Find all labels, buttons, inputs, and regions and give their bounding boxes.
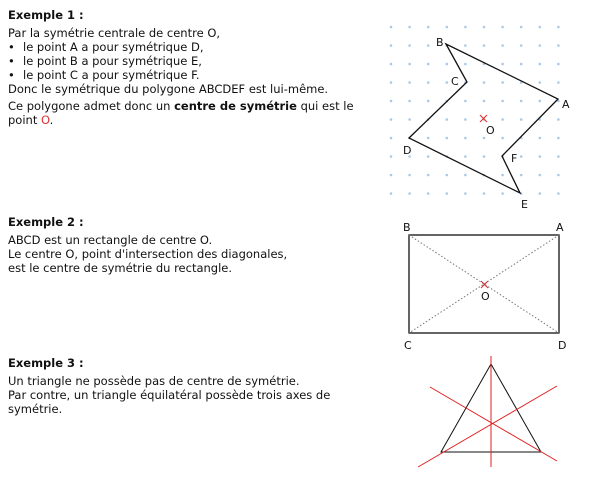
label-o: O xyxy=(486,124,495,137)
bullet-icon: • xyxy=(8,40,15,54)
bullet-item: • le point B a pour symétrique E, xyxy=(8,54,202,68)
label-d: D xyxy=(403,144,412,157)
bullet-item: • le point A a pour symétrique D, xyxy=(8,40,204,54)
example-1-intro: Par la symétrie centrale de centre O, xyxy=(8,26,221,40)
example-1-conclusion: Donc le symétrique du polygone ABCDEF est lui-même. xyxy=(8,82,329,96)
bullet-item: • le point C a pour symétrique F. xyxy=(8,68,200,82)
example-1-heading: Exemple 1 : xyxy=(8,8,84,22)
point-o-label: O xyxy=(40,113,50,127)
symmetry-axis-right xyxy=(418,386,557,467)
label-d: D xyxy=(558,339,567,352)
example-2-heading: Exemple 2 : xyxy=(8,215,84,229)
example-2-line: ABCD est un rectangle de centre O. xyxy=(8,233,213,247)
label-b: B xyxy=(403,221,411,234)
label-f: F xyxy=(511,152,518,165)
bullet-icon: • xyxy=(8,68,15,82)
label-c: C xyxy=(451,75,459,88)
label-o: O xyxy=(481,290,490,303)
label-e: E xyxy=(521,198,528,211)
label-c: C xyxy=(404,339,412,352)
example-3-line: symétrie. xyxy=(8,402,63,416)
example-1-point-o: point O. xyxy=(8,113,54,127)
label-b: B xyxy=(436,36,444,49)
center-of-symmetry-term: centre de symétrie xyxy=(174,99,297,113)
example-3-heading: Exemple 3 : xyxy=(8,356,84,370)
example-2-line: est le centre de symétrie du rectangle. xyxy=(8,261,233,275)
example-2-line: Le centre O, point d'intersection des diagonales, xyxy=(8,247,288,261)
label-a: A xyxy=(556,221,564,234)
symmetry-axis-left xyxy=(430,387,557,461)
example-1-center-sentence: Ce polygone admet donc un centre de symétrie qui est le xyxy=(8,99,354,113)
label-a: A xyxy=(562,98,570,111)
bullet-icon: • xyxy=(8,54,15,68)
example-3-line: Par contre, un triangle équilatéral possède trois axes de xyxy=(8,388,331,402)
example-3-line: Un triangle ne possède pas de centre de symétrie. xyxy=(8,374,300,388)
